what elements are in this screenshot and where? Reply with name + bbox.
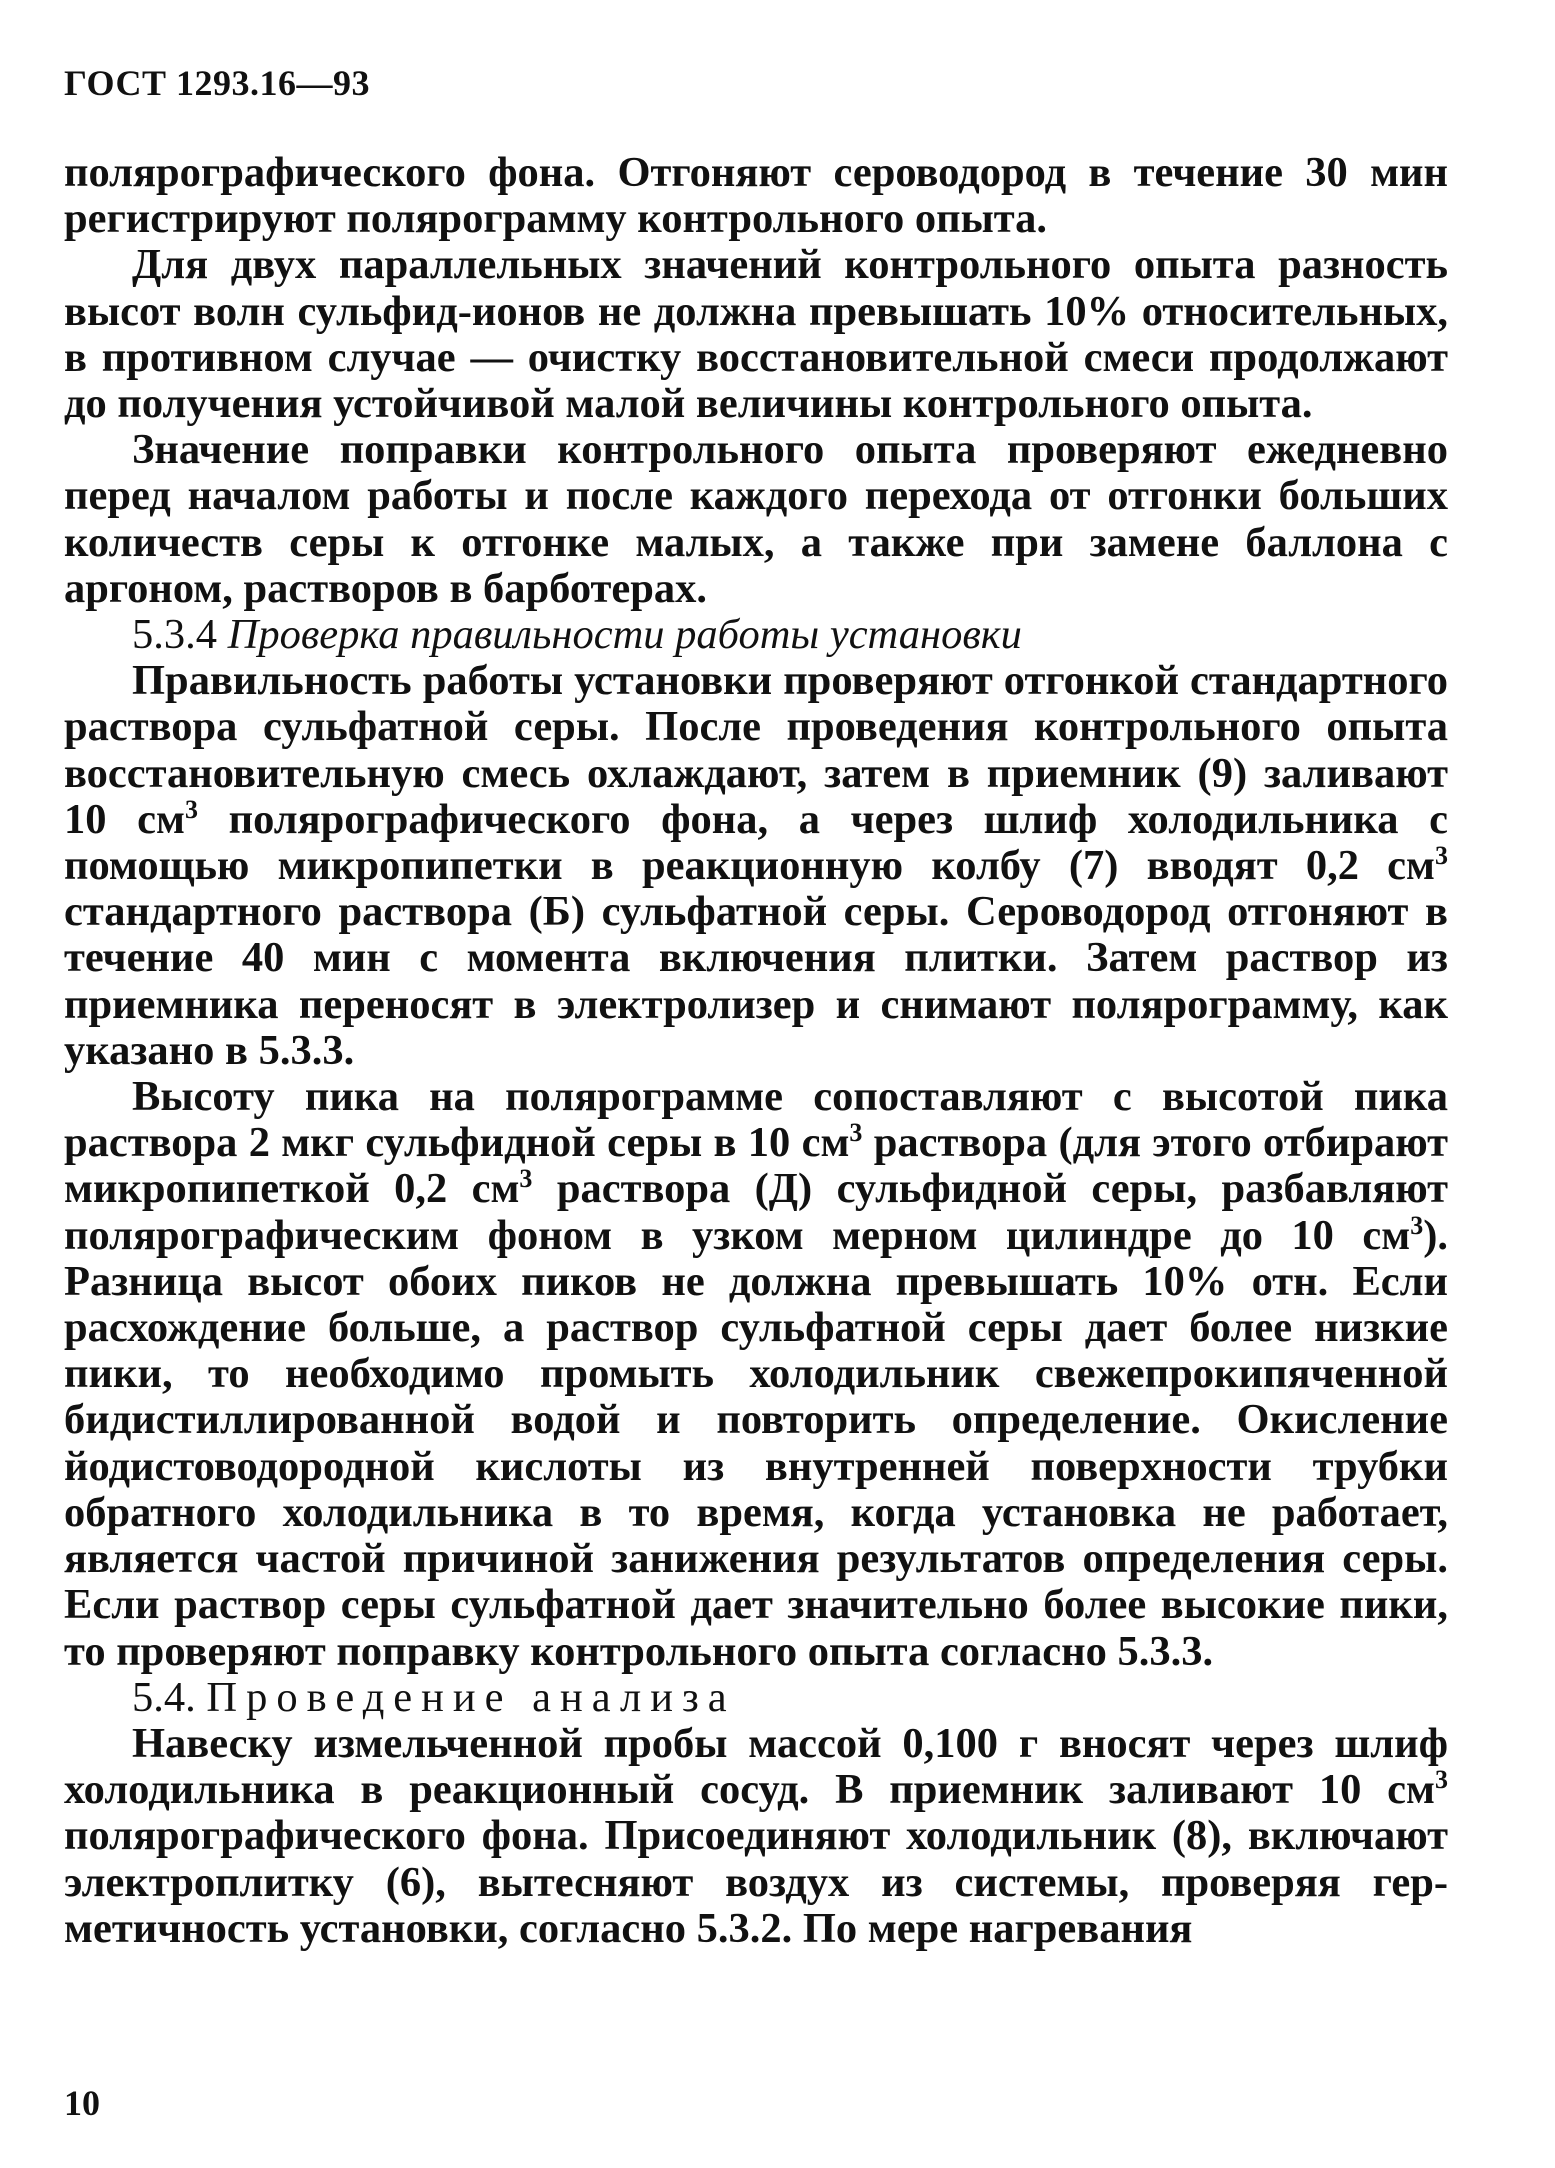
paragraph-peak-comparison <box>64 1074 1448 1675</box>
superscript: 3 <box>184 794 198 824</box>
superscript: 3 <box>1435 1764 1448 1794</box>
superscript: 3 <box>849 1118 863 1148</box>
superscript: 3 <box>519 1164 533 1194</box>
text-run: раствора (для этого отбирают микропипеткой 0,2 см <box>64 1119 1448 1213</box>
text-run: Правильность работы установки проверяют отгонкой стандартного раствора сульфатной серы. После проведения контрольного опыта восстановительную смесь охлаждают, затем в приемник (9) заливают 10 см <box>64 657 1448 843</box>
paragraph-continuation: полярографического фона. Отгоняют сероводород в течение 30 мин регистрируют полярограмму контрольного опыта. <box>64 149 1448 243</box>
text-run: полярографического фона, а через шлиф холодильника с помощью микропипетки в реакционную колбу (7) вводят 0,2 см <box>64 795 1448 890</box>
paragraph-installation-check <box>64 658 1448 1074</box>
superscript: 3 <box>1410 1210 1424 1240</box>
section-heading-5-3-4 <box>64 612 1448 658</box>
text-run: полярографического фона. Присоединяют холодильник (8), включают электроплитку (6), вытесняют воздух из системы, проверяя герметичность установки, согласно 5.3.2. По мере нагревания <box>64 1812 1448 1952</box>
section-number: 5.4. <box>132 1673 196 1721</box>
section-heading-5-4 <box>64 1675 1448 1721</box>
section-number: 5.3.4 <box>132 611 217 659</box>
text-run: Навеску измельченной пробы массой 0,100 г вносят через шлиф холодильника в реакционный сосуд. В приемник заливают 10 см <box>64 1719 1448 1814</box>
paragraph-analysis <box>64 1721 1448 1952</box>
section-title: Проверка правильности работы установки <box>227 611 1022 659</box>
text-run: стандартного раствора (Б) сульфатной серы. Сероводород отгоняют в течение 40 мин с момента включения плитки. Затем раствор из приемника переносят в электролизер и снимают полярограмму, как указано в 5.3.3. <box>64 888 1448 1074</box>
document-header: ГОСТ 1293.16—93 <box>64 63 370 103</box>
paragraph-correction-check: Значение поправки контрольного опыта проверяют ежедневно перед началом работы и после каждого перехода от отгонки больших количеств серы к отгонке малых, а также при замене баллона с аргоном, растворов в барботерах. <box>64 426 1448 612</box>
text-run: раствора (Д) сульфидной серы, разбавляют полярографическим фоном в узком мерном цилиндре до 10 см <box>64 1165 1448 1259</box>
document-body <box>64 150 1448 1952</box>
superscript: 3 <box>1435 840 1448 870</box>
section-title: Проведение анализа <box>206 1673 736 1721</box>
paragraph-parallel-values: Для двух параллельных значений контрольного опыта разность высот волн сульфид-ионов не должна превышать 10% относительных, в противном случае — очистку восстановительной смеси продолжают до получения устойчивой малой величины контрольного опыта. <box>64 241 1448 428</box>
text-run: Высоту пика на полярограмме сопоставляют с высотой пика раствора 2 мкг сульфидной серы в 10 см <box>64 1073 1448 1167</box>
page-number: 10 <box>64 2083 100 2123</box>
text-run: ). Разница высот обоих пиков не должна превышать 10% отн. Если расхождение больше, а раствор сульфатной серы дает более низкие пики, то необходимо промыть холодильник свежепрокипяченной бидистиллированной водой и повторить определение. Окисление йодистоводородной кислоты из внутренней поверхности трубки обратного холодильника в то время, когда установка не работает, является частой причиной занижения результатов определения серы. Если раствор серы сульфатной дает значительно более высокие пики, то проверяют поправку контрольного опыта согласно 5.3.3. <box>64 1211 1448 1675</box>
